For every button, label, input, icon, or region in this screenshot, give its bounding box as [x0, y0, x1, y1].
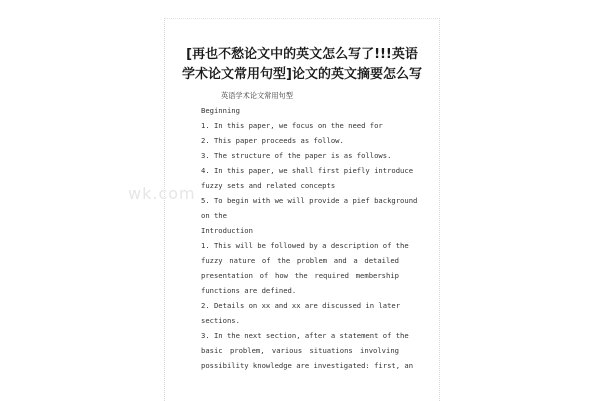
text-line: 4. In this paper, we shall first piefly introduce — [201, 166, 414, 175]
text-line: on the — [201, 211, 227, 220]
watermark: wk.com — [128, 184, 196, 203]
text-line: 5. To begin with we will provide a pief background — [201, 196, 418, 205]
text-line: functions are defined. — [201, 286, 297, 295]
subheading: 英语学术论文常用句型 — [221, 91, 293, 100]
document-title-line-2: 学术论文常用句型]论文的英文摘要怎么写 — [182, 67, 422, 82]
text-line: 3. In the next section, after a statement of the — [201, 331, 409, 340]
text-line: sections. — [201, 316, 240, 325]
text-line: fuzzy nature of the problem and a detailed — [201, 256, 399, 265]
text-line: presentation of how the required membership — [201, 271, 399, 280]
text-line: 1. This will be followed by a description of the — [201, 241, 409, 250]
document-title-line-1: [再也不愁论文中的英文怎么写了!!!英语 — [186, 47, 418, 62]
section-heading-introduction: Introduction — [201, 226, 253, 235]
document-page — [164, 18, 440, 401]
text-line: basic problem, various situations involving — [201, 346, 399, 355]
text-line: possibility knowledge are investigated: first, an — [201, 361, 414, 370]
text-line: Beginning — [201, 106, 240, 115]
text-line: 1. In this paper, we focus on the need for — [201, 121, 383, 130]
text-line: 2. This paper proceeds as follow. — [201, 136, 344, 145]
text-line: fuzzy sets and related concepts — [201, 181, 336, 190]
text-line: 2. Details on xx and xx are discussed in later — [201, 301, 401, 310]
text-line: 3. The structure of the paper is as follows. — [201, 151, 392, 160]
